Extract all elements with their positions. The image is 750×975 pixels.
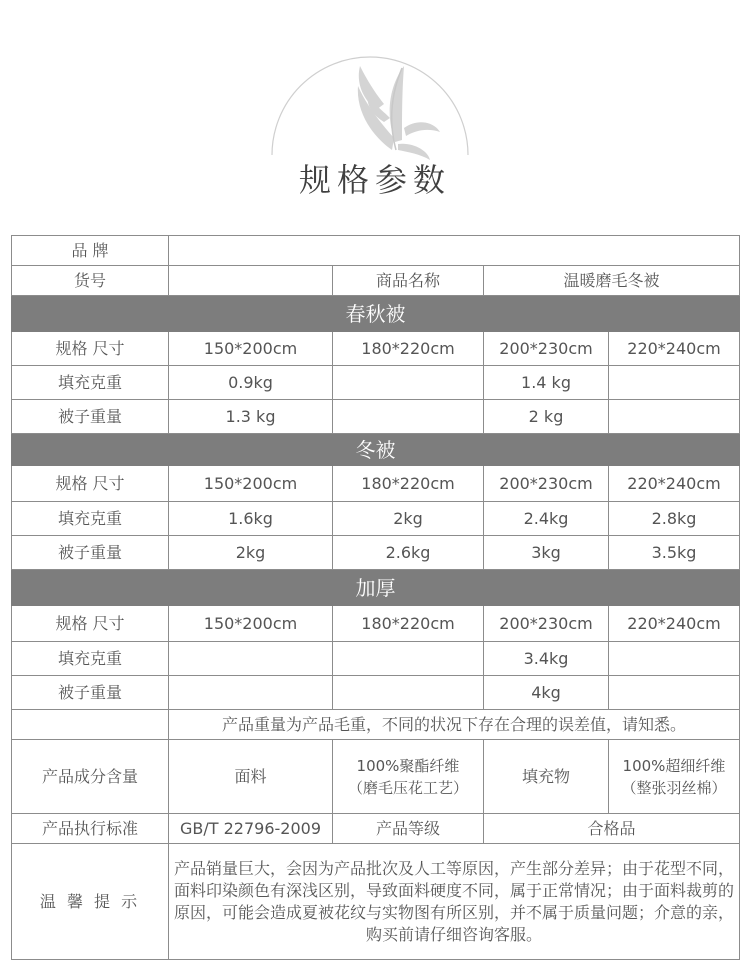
section-band <box>12 296 740 332</box>
fabric-value-line2: （磨毛压花工艺） <box>347 778 468 797</box>
size-row <box>12 466 740 502</box>
weight-cell <box>609 400 740 434</box>
size-cell: 180*220cm <box>333 466 484 502</box>
weight-cell <box>333 676 484 710</box>
size-cell: 150*200cm <box>169 466 333 502</box>
weight-cell: 4kg <box>484 676 609 710</box>
item-row <box>12 266 740 296</box>
fill-cell: 2.8kg <box>609 502 740 536</box>
size-label: 规格 尺寸 <box>12 606 169 642</box>
weight-row <box>12 676 740 710</box>
filling-label: 填充物 <box>484 740 609 814</box>
section-band <box>12 434 740 466</box>
note-blank-cell <box>12 710 169 740</box>
size-cell: 200*230cm <box>484 332 609 366</box>
size-cell: 220*240cm <box>609 332 740 366</box>
weight-label: 被子重量 <box>12 400 169 434</box>
grade-label: 产品等级 <box>333 814 484 844</box>
fabric-label: 面料 <box>169 740 333 814</box>
standard-label: 产品执行标准 <box>12 814 169 844</box>
fabric-value <box>333 740 484 814</box>
weight-note: 产品重量为产品毛重，不同的状况下存在合理的误差值，请知悉。 <box>169 710 740 740</box>
fill-label: 填充克重 <box>12 502 169 536</box>
size-cell: 220*240cm <box>609 466 740 502</box>
fill-cell <box>333 366 484 400</box>
item-no-value <box>169 266 333 296</box>
size-row <box>12 332 740 366</box>
weight-cell: 2 kg <box>484 400 609 434</box>
brand-value <box>169 236 740 266</box>
fill-cell: 2kg <box>333 502 484 536</box>
fill-row <box>12 642 740 676</box>
composition-label: 产品成分含量 <box>12 740 169 814</box>
fill-cell <box>609 366 740 400</box>
fabric-value-line1: 100%聚酯纤维 <box>356 756 460 775</box>
fill-cell: 3.4kg <box>484 642 609 676</box>
fill-cell: 0.9kg <box>169 366 333 400</box>
fill-label: 填充克重 <box>12 366 169 400</box>
size-label: 规格 尺寸 <box>12 466 169 502</box>
weight-cell: 2kg <box>169 536 333 570</box>
section-band <box>12 570 740 606</box>
weight-row <box>12 536 740 570</box>
size-cell: 200*230cm <box>484 606 609 642</box>
standard-row <box>12 814 740 844</box>
header <box>0 0 750 232</box>
composition-row <box>12 740 740 814</box>
section-title: 加厚 <box>12 570 740 606</box>
fill-cell <box>333 642 484 676</box>
size-cell: 180*220cm <box>333 332 484 366</box>
filling-value: 100%超细纤维（整张羽丝棉） <box>609 740 740 814</box>
fill-row <box>12 366 740 400</box>
tips-label: 温 馨 提 示 <box>12 844 169 960</box>
size-label: 规格 尺寸 <box>12 332 169 366</box>
brand-row <box>12 236 740 266</box>
fill-cell: 1.4 kg <box>484 366 609 400</box>
weight-cell: 2.6kg <box>333 536 484 570</box>
size-cell: 200*230cm <box>484 466 609 502</box>
fill-cell <box>609 642 740 676</box>
section-title: 冬被 <box>12 434 740 466</box>
tips-row <box>12 844 740 960</box>
grade-value: 合格品 <box>484 814 740 844</box>
weight-cell: 3.5kg <box>609 536 740 570</box>
weight-cell <box>333 400 484 434</box>
product-name-label: 商品名称 <box>333 266 484 296</box>
note-row <box>12 710 740 740</box>
fill-row <box>12 502 740 536</box>
size-cell: 150*200cm <box>169 606 333 642</box>
weight-label: 被子重量 <box>12 536 169 570</box>
tips-text: 产品销量巨大，会因为产品批次及人工等原因，产生部分差异；由于花型不同，面料印染颜色有深浅区别，导致面料硬度不同，属于正常情况；由于面料裁剪的原因，可能会造成夏被花纹与实物图有所区别，并不属于质量问题；介意的亲，购买前请仔细咨询客服。 <box>169 844 740 960</box>
section-title: 春秋被 <box>12 296 740 332</box>
spec-table <box>11 235 740 960</box>
weight-row <box>12 400 740 434</box>
weight-cell: 3kg <box>484 536 609 570</box>
size-cell: 150*200cm <box>169 332 333 366</box>
weight-cell <box>609 676 740 710</box>
size-cell: 220*240cm <box>609 606 740 642</box>
weight-cell <box>169 676 333 710</box>
weight-cell: 1.3 kg <box>169 400 333 434</box>
weight-label: 被子重量 <box>12 676 169 710</box>
size-cell: 180*220cm <box>333 606 484 642</box>
fill-cell: 2.4kg <box>484 502 609 536</box>
brand-label: 品 牌 <box>12 236 169 266</box>
fill-cell: 1.6kg <box>169 502 333 536</box>
product-name-value: 温暖磨毛冬被 <box>484 266 740 296</box>
page-title: 规格参数 <box>298 161 451 199</box>
size-row <box>12 606 740 642</box>
standard-value: GB/T 22796-2009 <box>169 814 333 844</box>
item-no-label: 货号 <box>12 266 169 296</box>
fill-cell <box>169 642 333 676</box>
fill-label: 填充克重 <box>12 642 169 676</box>
